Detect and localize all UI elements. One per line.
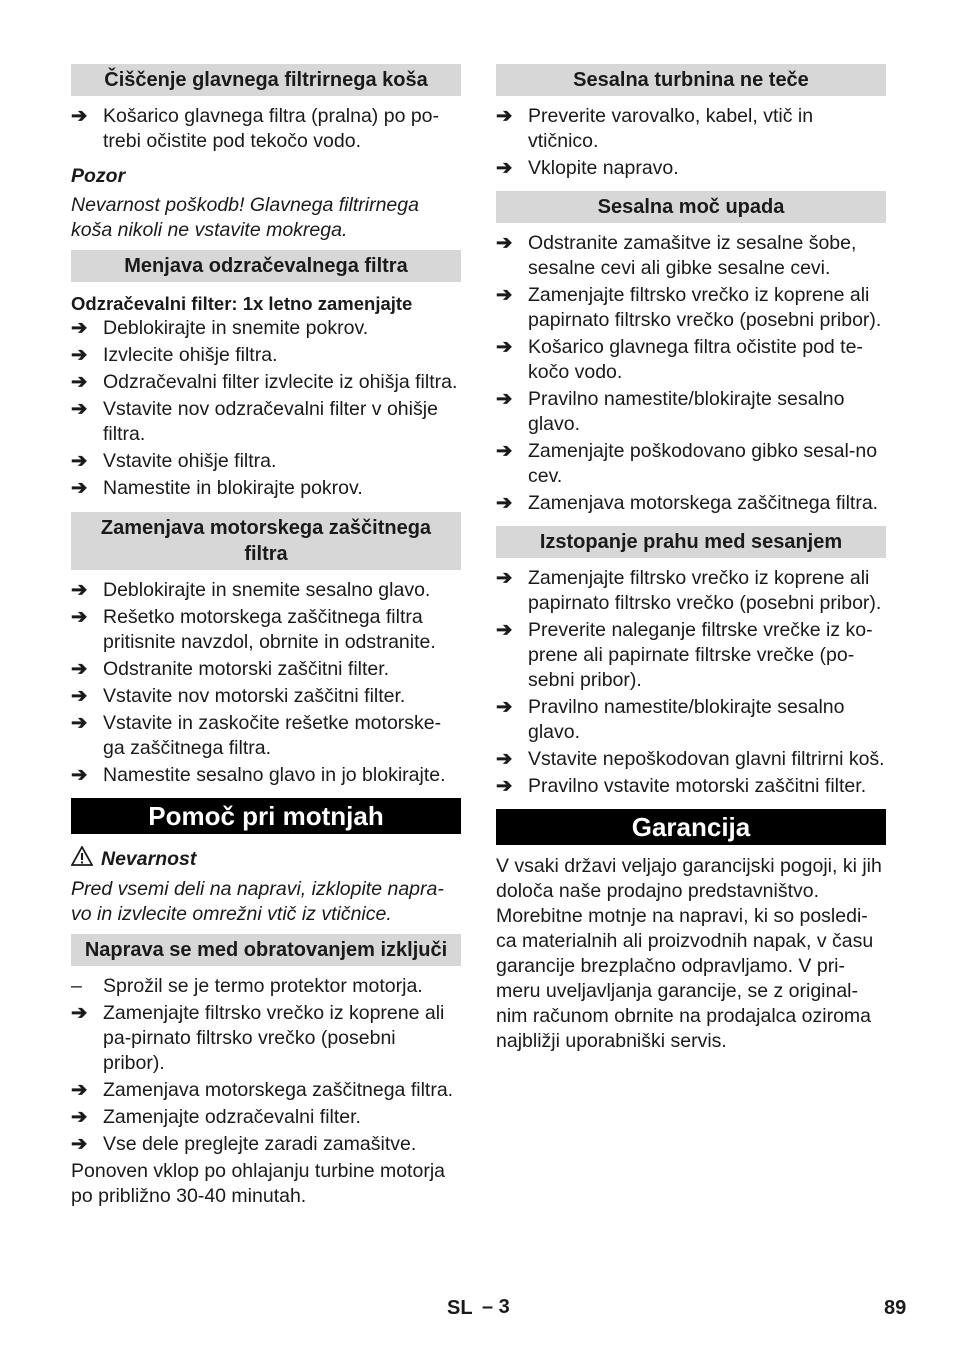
list-item [496, 491, 886, 516]
section-heading-exhaust-filter: Menjava odzračevalnega filtra [71, 250, 461, 282]
arrow-list [71, 578, 461, 788]
right-arrow-icon: ➔ [496, 388, 513, 410]
right-arrow-icon: ➔ [71, 606, 88, 628]
arrow-list [496, 231, 886, 516]
right-arrow-icon: ➔ [496, 567, 513, 589]
arrow-list [496, 566, 886, 799]
right-arrow-icon: ➔ [71, 344, 88, 366]
list-item-text: Košarico glavnega filtra (pralna) po po-trebi očistite pod tekočo vodo. [103, 105, 440, 152]
dash-item-text: Sprožil se je termo protektor motorja. [103, 975, 423, 997]
list-item [496, 439, 886, 489]
danger-text: Pred vsemi deli na napravi, izklopite napra-vo in izvlecite omrežni vtič iz vtičnice. [71, 878, 444, 925]
main-heading-troubleshooting: Pomoč pri motnjah [71, 798, 461, 834]
list-item-text: Zamenjava motorskega zaščitnega filtra. [103, 1079, 454, 1101]
list-item [71, 684, 461, 709]
list-item-text: Vse dele preglejte zaradi zamašitve. [103, 1133, 417, 1155]
list-item-text: Zamenjajte filtrsko vrečko iz koprene ali pa-pirnato filtrsko vrečko (posebni pribor). [103, 1002, 445, 1074]
list-item [71, 370, 461, 395]
right-arrow-icon: ➔ [496, 440, 513, 462]
right-arrow-icon: ➔ [71, 712, 88, 734]
right-arrow-icon: ➔ [71, 1002, 88, 1024]
list-item-text: Namestite sesalno glavo in jo blokirajte. [103, 764, 446, 786]
right-column [496, 64, 886, 1054]
section-heading-device-switches-off: Naprava se med obratovanjem izključi [71, 934, 461, 966]
list-item-text: Pravilno namestite/blokirajte sesalno glavo. [528, 388, 845, 435]
list-item [71, 1078, 461, 1103]
right-arrow-icon: ➔ [71, 1106, 88, 1128]
list-item [71, 1105, 461, 1130]
arrow-list [71, 1001, 461, 1157]
list-item-text: Odstranite motorski zaščitni filter. [103, 658, 390, 680]
list-item [71, 657, 461, 682]
warranty-text: V vsaki državi veljajo garancijski pogoji, ki jih določa naše prodajno predstavništvo. Morebitne motnje na napravi, ki so posledi-ca materialnih ali proizvodnih napak, v času garancije brezplačno odpravljamo. V pri-meru uveljavljanja garancije, se z original-nim računom obrnite na prodajalca oziroma najbližji uporabniški servis. [496, 855, 882, 1052]
right-arrow-icon: ➔ [71, 477, 88, 499]
list-item [71, 1132, 461, 1157]
list-item [71, 476, 461, 501]
right-arrow-icon: ➔ [496, 336, 513, 358]
list-item [71, 316, 461, 341]
caution-label: Pozor [71, 165, 126, 187]
footer-language: SL [447, 1297, 473, 1319]
list-item-text: Preverite varovalko, kabel, vtič in vtičnico. [528, 105, 814, 152]
right-arrow-icon: ➔ [496, 696, 513, 718]
list-item-text: Pravilno namestite/blokirajte sesalno glavo. [528, 696, 845, 743]
right-arrow-icon: ➔ [496, 284, 513, 306]
right-arrow-icon: ➔ [496, 748, 513, 770]
list-item-text: Vstavite nov motorski zaščitni filter. [103, 685, 406, 707]
restart-note: Ponoven vklop po ohlajanju turbine motorja po približno 30-40 minutah. [71, 1160, 445, 1207]
right-arrow-icon: ➔ [71, 658, 88, 680]
list-item [496, 283, 886, 333]
list-item-text: Vstavite nepoškodovan glavni filtrirni koš. [528, 748, 885, 770]
right-arrow-icon: ➔ [71, 579, 88, 601]
list-item-text: Zamenjajte filtrsko vrečko iz koprene ali papirnato filtrsko vrečko (posebni pribor). [528, 567, 882, 614]
exhaust-filter-interval: Odzračevalni filter: 1x letno zamenjajte [71, 293, 413, 314]
arrow-list [71, 104, 461, 154]
list-item [496, 335, 886, 385]
list-item [496, 695, 886, 745]
list-item-text: Odzračevalni filter izvlecite iz ohišja filtra. [103, 371, 458, 393]
list-item [496, 747, 886, 772]
list-item-text: Pravilno vstavite motorski zaščitni filter. [528, 775, 867, 797]
list-item [71, 397, 461, 447]
list-item-text: Deblokirajte in snemite sesalno glavo. [103, 579, 431, 601]
list-item [71, 104, 461, 154]
list-item-text: Deblokirajte in snemite pokrov. [103, 317, 369, 339]
list-item [496, 387, 886, 437]
list-item [496, 231, 886, 281]
list-item-text: Vklopite napravo. [528, 157, 679, 179]
section-heading-suction-power-drops: Sesalna moč upada [496, 191, 886, 223]
list-item-text: Zamenjajte odzračevalni filter. [103, 1106, 361, 1128]
right-arrow-icon: ➔ [496, 157, 513, 179]
list-item-text: Zamenjajte filtrsko vrečko iz koprene ali papirnato filtrsko vrečko (posebni pribor). [528, 284, 882, 331]
list-item-text: Vstavite ohišje filtra. [103, 450, 277, 472]
footer-section-page: – 3 [482, 1296, 510, 1318]
right-arrow-icon: ➔ [71, 317, 88, 339]
list-item-text: Zamenjava motorskega zaščitnega filtra. [528, 492, 879, 514]
list-item [496, 566, 886, 616]
list-item [71, 578, 461, 603]
right-arrow-icon: ➔ [71, 371, 88, 393]
right-arrow-icon: ➔ [71, 398, 88, 420]
list-item-text: Vstavite nov odzračevalni filter v ohišje filtra. [103, 398, 438, 445]
list-item-text: Zamenjajte poškodovano gibko sesal-no cev. [528, 440, 878, 487]
right-arrow-icon: ➔ [496, 492, 513, 514]
arrow-list [496, 104, 886, 181]
right-arrow-icon: ➔ [71, 450, 88, 472]
danger-label: Nevarnost [101, 848, 197, 870]
right-arrow-icon: ➔ [71, 1079, 88, 1101]
section-heading-main-filter-cleaning: Čiščenje glavnega filtrirnega koša [71, 64, 461, 96]
list-item-text: Košarico glavnega filtra očistite pod te-kočo vodo. [528, 336, 863, 383]
section-heading-turbine-not-running: Sesalna turbnina ne teče [496, 64, 886, 96]
right-arrow-icon: ➔ [71, 1133, 88, 1155]
list-item-text: Izvlecite ohišje filtra. [103, 344, 278, 366]
list-item [71, 343, 461, 368]
list-item [71, 1001, 461, 1076]
right-arrow-icon: ➔ [71, 105, 88, 127]
right-arrow-icon: ➔ [496, 232, 513, 254]
list-item-text: Namestite in blokirajte pokrov. [103, 477, 363, 499]
list-item [496, 618, 886, 693]
warning-triangle-icon [71, 846, 93, 873]
list-item-text: Rešetko motorskega zaščitnega filtra pritisnite navzdol, obrnite in odstranite. [103, 606, 436, 653]
right-arrow-icon: ➔ [71, 685, 88, 707]
list-item [71, 763, 461, 788]
arrow-list [71, 316, 461, 501]
danger-row [71, 846, 461, 873]
list-item-text: Preverite naleganje filtrske vrečke iz ko-prene ali papirnate filtrske vrečke (po-sebni pribor). [528, 619, 873, 691]
right-arrow-icon: ➔ [71, 764, 88, 786]
footer-page-number: 89 [884, 1297, 907, 1319]
right-arrow-icon: ➔ [496, 105, 513, 127]
caution-text: Nevarnost poškodb! Glavnega filtrirnega koša nikoli ne vstavite mokrega. [71, 194, 419, 241]
dash-item: – Sprožil se je termo protektor motorja. [71, 975, 423, 997]
list-item [71, 605, 461, 655]
section-heading-motor-filter: Zamenjava motorskega zaščitnega filtra [71, 512, 461, 570]
list-item [71, 711, 461, 761]
list-item [496, 104, 886, 154]
section-heading-dust-escapes: Izstopanje prahu med sesanjem [496, 526, 886, 558]
list-item [496, 774, 886, 799]
right-arrow-icon: ➔ [496, 619, 513, 641]
list-item-text: Vstavite in zaskočite rešetke motorske-ga zaščitnega filtra. [103, 712, 442, 759]
list-item [71, 449, 461, 474]
right-arrow-icon: ➔ [496, 775, 513, 797]
list-item-text: Odstranite zamašitve iz sesalne šobe, sesalne cevi ali gibke sesalne cevi. [528, 232, 857, 279]
left-column [71, 64, 461, 1209]
list-item [496, 156, 886, 181]
main-heading-warranty: Garancija [496, 809, 886, 845]
